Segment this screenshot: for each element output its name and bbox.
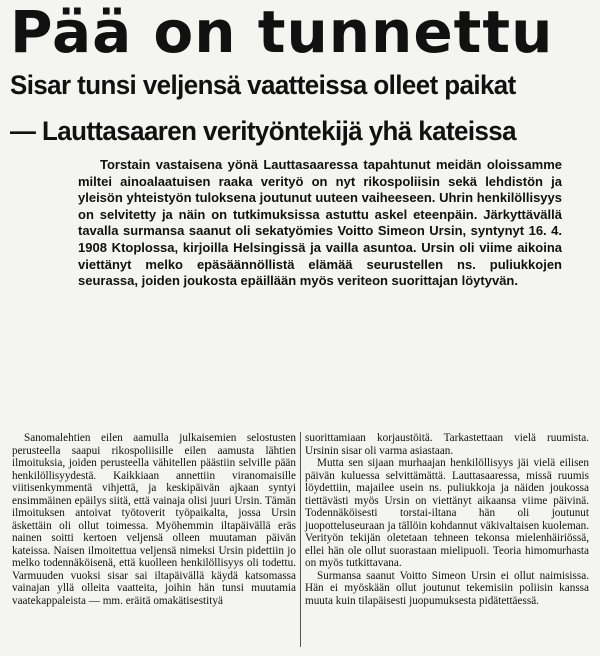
column-1-text: Sanomalehtien eilen aamulla julkaisemien selostusten perusteella saapui rikospoliisille eilen aamusta lähtien ilmoituksia, joiden perusteella vähitellen päästiin selville pään henkilöllisyydestä. Kaikkiaan annettiin viranomaisille viitisenkymmentä vihjettä, ja keskipäivän ajkaan syntyi ensimmäinen epäilys siitä, että vainaja olisi juuri Ursin. Tämän ilmoituksen antoivat työtoverit työpaikalta, jossa Ursin äskettäin oli ollut toimessa. Myöhemmin iltapäivällä eräs nainen soitti kertoen veljensä olleen muutaman päivän kateissa. Naisen ilmoitettua veljensä nimeksi Ursin pidettiin jo melko todennäköisenä, että kuolleen henkilöllisyys oli todettu. Varmuuden vuoksi sisar sai iltapäivällä käydä katsomassa vainajan yllä olleita vaatteita, joihin hän tunsi muutamia vaatekappaleista — mm. eräitä omakätisestityä [12,432,296,607]
lead-text: Torstain vastaisena yönä Lauttasaaressa tapahtunut meidän oloissamme miltei ainoalaatuisen raaka verityö on nyt rikospoliisin sekä lehdistön ja yleisön yhteistyön tuloksena joutunut uuteen vaiheeseen. Uhrin henkilöllisyys on selvitetty ja näin on tutkimuksissa astuttu askel eteenpäin. Järkyttävällä tavalla surmansa saanut oli sekatyömies Voitto Simeon Ursin, syntynyt 16. 4. 1908 Ktoplossa, kirjoilla Helsingissä ja vailla asuntoa. Ursin oli viime aikoina viettänyt melko epäsäännöllistä elämää seurustellen ns. puliukkojen seurassa, joiden joukosta epäillään myös veriteon suorittajan löytyvän. [78,157,562,289]
column-2-paragraph-3: Surmansa saanut Voitto Simeon Ursin ei ollut naimisissa. Hän ei myöskään ollut joutunut tekemisiin poliisin kanssa muuta kuin tilapäisesti juopumuksesta pidätettäessä. [305,569,589,607]
subheadline-2: — Lauttasaaren verityöntekijä yhä kateissa [10,116,516,146]
headline: Pää on tunnettu [10,0,554,66]
column-divider [300,432,301,647]
body-column-1 [12,432,296,607]
column-2-paragraph-2: Mutta sen sijaan murhaajan henkilöllisyys jäi vielä eilisen päivän kuluessa selvittämättä. Lauttasaaressa, missä ruumis löydettiin, majailee usein ns. puliukkoja ja näiden joukossa tiettävästi myös Ursin on viettänyt aikaansa viime päivinä. Todennäköisesti torstai-iltana hän oli joutunut juopotteluseuraan ja tällöin kohdannut väkivaltaisen kuoleman. Verityön tekijän oletetaan tehneen tekonsa mielenhäiriössä, ellei hän ole ollut suorastaan mielipuoli. Teoria himomurhasta on myös tutkittavana. [305,457,589,569]
body-column-2 [305,432,589,607]
subheadline-1: Sisar tunsi veljensä vaatteissa olleet paikat [10,70,516,100]
column-2-paragraph-1: suorittamiaan korjaustöitä. Tarkastettaan vielä ruumista. Ursinin sisar oli varma asiastaan. [305,432,589,457]
lead-paragraph [78,157,562,290]
